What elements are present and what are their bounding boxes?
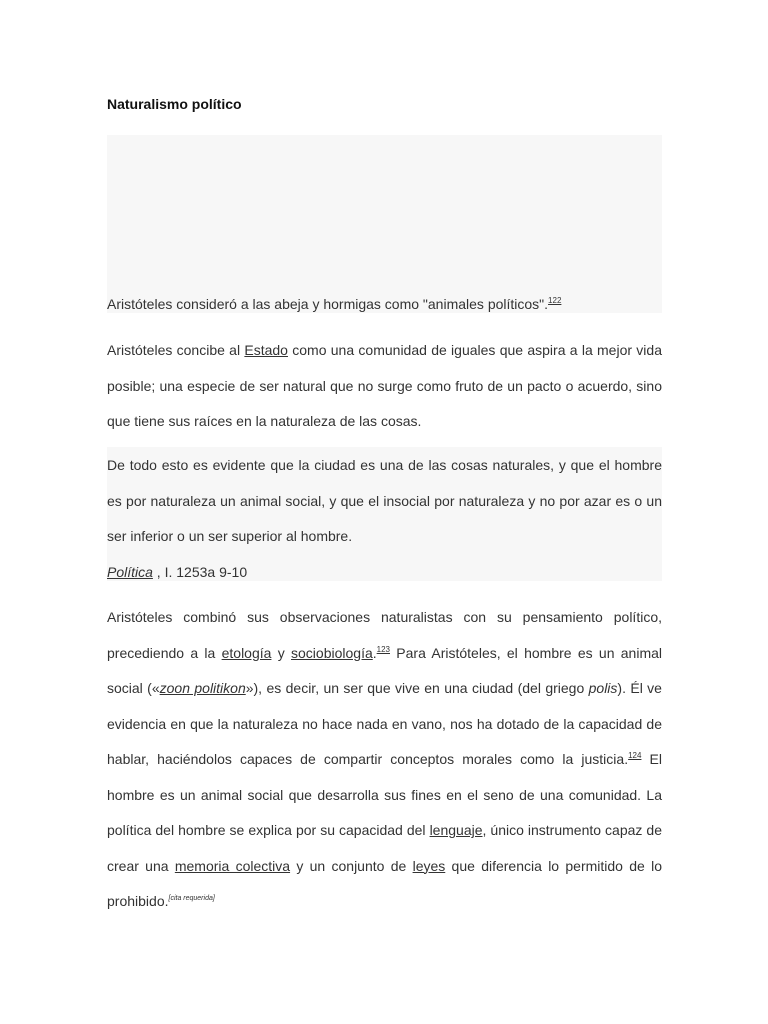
etologia-link[interactable]: etología: [221, 644, 272, 661]
memoria-colectiva-link[interactable]: memoria colectiva: [174, 857, 291, 874]
paragraph-estado: [107, 333, 662, 440]
sociobiologia-link[interactable]: sociobiología: [291, 644, 373, 661]
quote-block: [107, 447, 662, 581]
section-heading: Naturalismo político: [107, 96, 242, 112]
polis-term: polis: [588, 680, 618, 696]
cita-requerida-link[interactable]: [cita requerida]: [168, 895, 215, 902]
quote-text: De todo esto es evidente que la ciudad es una de las cosas naturales, y que el hombre es por naturaleza un animal social, y que el insocial por naturaleza y no por azar es o un ser inferior o un ser superior al hombre.: [107, 457, 662, 544]
p3-text-6: ). Él ve evidencia en que la naturaleza no hace nada en vano, nos ha dotado de la capacidad de hablar, haciéndolos capaces de compartir conceptos morales como la justicia.: [107, 680, 662, 767]
p3-text-5: »), es decir, un ser que vive en una ciudad (del griego: [245, 680, 589, 696]
reference-123-link[interactable]: 123: [376, 644, 390, 654]
p3-text-4: Para Aristóteles, el hombre es un animal social («: [107, 644, 663, 696]
reference-122-link[interactable]: 122: [548, 296, 562, 305]
quote-source-ref: , I. 1253a 9-10: [152, 564, 248, 580]
estado-link[interactable]: Estado: [244, 342, 288, 358]
p3-text-2: y: [271, 644, 292, 661]
politica-link[interactable]: Política: [107, 564, 153, 580]
zoon-politikon-link[interactable]: zoon politikon: [159, 680, 246, 696]
p3-text-1: Aristóteles combinó sus observaciones naturalistas con su pensamiento político, precediendo a la: [107, 609, 662, 661]
p3-text-9: y un conjunto de: [290, 857, 413, 874]
figure-caption: [107, 295, 662, 313]
p3-text-7: El hombre es un animal social que desarrolla sus fines en el seno de una comunidad. La política del hombre se explica por su capacidad del: [107, 751, 662, 838]
p3-text-10: que diferencia lo permitido de lo prohibido.: [107, 857, 662, 909]
p1-text-2: como una comunidad de iguales que aspira a la mejor vida posible; una especie de ser natural que no surge como fruto de un pacto o acuerdo, sino que tiene sus raíces en la naturaleza de las cosas.: [107, 342, 662, 429]
quote-source: [107, 563, 247, 581]
p3-text-8: , único instrumento capaz de crear una: [107, 822, 662, 874]
p1-text-1: Aristóteles concibe al: [107, 342, 245, 358]
paragraph-naturalismo: [107, 600, 662, 920]
reference-124-link[interactable]: 124: [628, 751, 642, 760]
p3-text-3: .: [372, 644, 377, 661]
lenguaje-link[interactable]: lenguaje: [429, 822, 483, 838]
leyes-link[interactable]: leyes: [412, 857, 446, 874]
figure-placeholder: [107, 135, 662, 313]
caption-text: Aristóteles consideró a las abeja y hormigas como "animales políticos".: [107, 296, 549, 312]
